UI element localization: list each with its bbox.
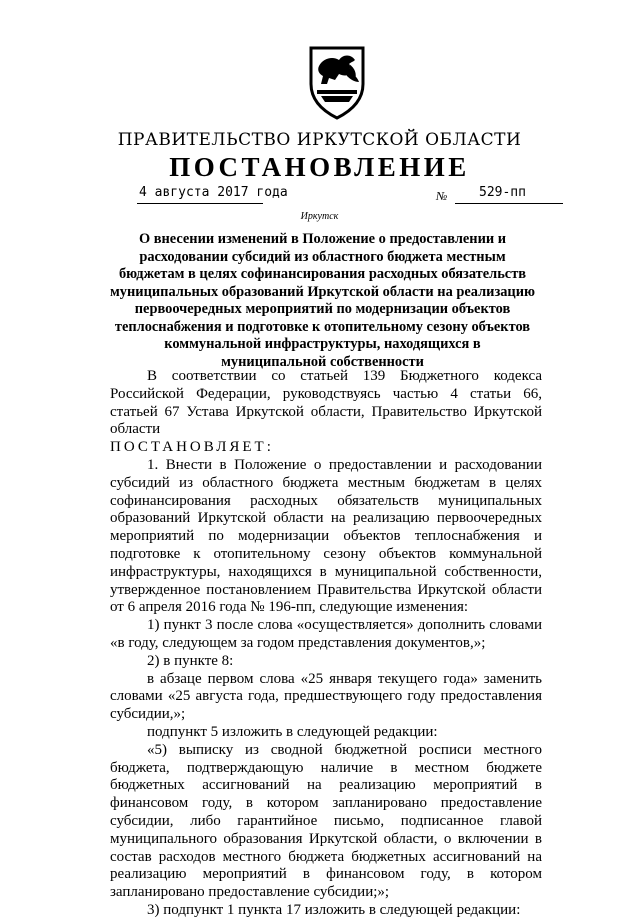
body-paragraph: «5) выписку из сводной бюджетной росписи местного бюджета, подтверждающую наличие в местном бюджете бюджетных ассигнований на реализацию мероприятий в финансовом году, в котором запланировано предоставление субсидии, либо гарантийное письмо, подписанное главой муниципального образования Иркутской области, о включении в состав расходов местного бюджета бюджетных ассигнований на реализацию мероприятий в финансовом году, в котором запланировано предоставление субсидии;»; <box>110 741 542 901</box>
body-paragraph: 2) в пункте 8: <box>147 652 234 669</box>
body-paragraph: 1) пункт 3 после слова «осуществляется» дополнить словами «в году, следующем за годом представления документов,»; <box>110 617 542 651</box>
coat-of-arms-icon <box>305 40 369 120</box>
document-number-value: 529-пп <box>479 185 526 200</box>
number-sign: № <box>436 189 448 203</box>
body-paragraph: подпункт 5 изложить в следующей редакции: <box>147 723 438 740</box>
resolves-heading: ПОСТАНОВЛЯЕТ: <box>110 439 274 456</box>
document-date <box>137 183 288 204</box>
city-name: Иркутск <box>300 211 339 222</box>
document-number <box>455 183 563 204</box>
body-paragraph: 3) подпункт 1 пункта 17 изложить в следующей редакции: <box>147 901 521 918</box>
document-date-value: 4 августа 2017 года <box>139 185 288 200</box>
document-subject: О внесении изменений в Положение о предоставлении и расходовании субсидий из областного бюджета местным бюджетам в целях софинансирования расходных обязательств муниципальных образований Иркутской области на реализацию первоочередных мероприятий по модернизации объектов теплоснабжения и подготовке к отопительному сезону объектов коммунальной инфраструктуры, находящихся в муниципальной собственности <box>110 231 536 370</box>
document-type: ПОСТАНОВЛЕНИЕ <box>169 152 470 182</box>
body-paragraph: в абзаце первом слова «25 января текущего года» заменить словами «25 августа года, предшествующего году предоставления субсидии,»; <box>110 670 542 723</box>
document-body <box>110 368 542 920</box>
body-paragraph: В соответствии со статьей 139 Бюджетного кодекса Российской Федерации, руководствуясь частью 4 статьи 66, статьей 67 Устава Иркутской области, Правительство Иркутской области <box>110 368 542 438</box>
body-paragraph: 1. Внести в Положение о предоставлении и расходовании субсидий из областного бюджета местным бюджетам в целях софинансирования расходных обязательств муниципальных образований Иркутской области на реализацию первоочередных мероприятий по модернизации объектов теплоснабжения и подготовке к отопительному сезону объектов коммунальной инфраструктуры, находящихся в муниципальной собственности, утвержденное постановлением Правительства Иркутской области от 6 апреля 2016 года № 196-пп, следующие изменения: <box>110 456 542 616</box>
government-name: ПРАВИТЕЛЬСТВО ИРКУТСКОЙ ОБЛАСТИ <box>117 130 522 150</box>
